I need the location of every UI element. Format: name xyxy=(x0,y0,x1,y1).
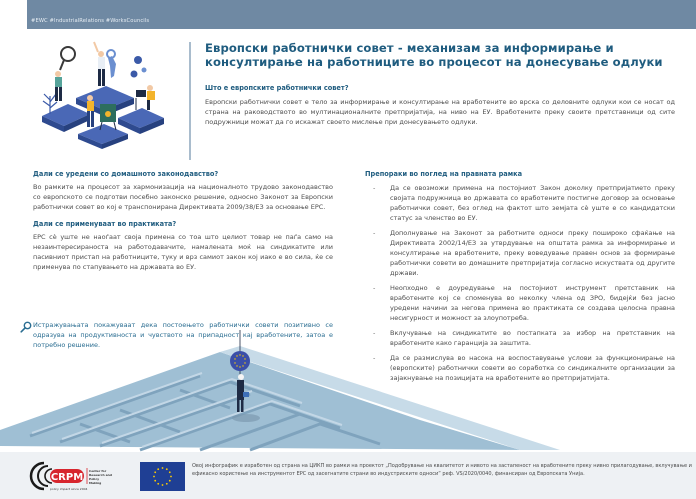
section-heading: Дали се применуваат во практиката? xyxy=(33,220,177,228)
list-item xyxy=(365,228,675,278)
teamwork-puzzle-illustration xyxy=(38,38,166,150)
intro-section xyxy=(205,84,675,127)
svg-text:Making: Making xyxy=(89,481,102,485)
intro-heading: Што е европските работнички совет? xyxy=(205,84,349,92)
intro-text: Европски работнички совет е тело за информирање и консултирање на вработените во врска со деловните одлуки кои се носат од страна на раководството во мултинационалните претпријатија, на ниво на ЕУ. Вработените преку своите претставници од сите подружници можат да го искажат своето мислење при донесувањето одлуки. xyxy=(205,98,675,126)
crpm-wordmark: CRPM xyxy=(50,472,84,483)
gears-icon xyxy=(131,56,147,78)
recommendation-text: Да се размислува во насока на воспоставување услови за функционирање на (европските) работнички совети во соработка со синдикалните организации за зајакнување на позицијата на вработените во претпријатијата. xyxy=(390,354,675,382)
crpm-logo xyxy=(28,459,112,493)
section-practice xyxy=(33,220,333,272)
left-column xyxy=(33,170,333,280)
recommendation-text: Дополнување на Законот за работните односи преку пошироко сфаќање на Директивата 2002/14/ЕЗ за утврдување на општата рамка за информирање и консултирање на вработените, преку воведување правен основ за формирање работнички совети во домашните претпријатија согласно искуствата од другите држави. xyxy=(390,229,675,277)
crpm-tagline: policy impact since 2004 xyxy=(50,487,88,491)
bullet-dash: - xyxy=(373,184,376,192)
page-title: Европски работнички совет - механизам за информирање и консултирање на работниците во процесот на донесување одлуки xyxy=(205,41,663,69)
eu-balloon xyxy=(228,350,252,376)
list-item xyxy=(365,183,675,223)
maze-illustration xyxy=(0,350,696,450)
funding-disclaimer: Овој инфографик е изработен од страна на ЦИКП во рамки на проектот „Подобрување на квалитетот и нивото на застапеност на вработените преку нивно прилагодување, вклучување и ефикасно користење на инструментот ЕРС од засегнатите страни во индустриските односи“ реф. VS/2020/0040, финансиран од Европската Унија. xyxy=(192,463,692,477)
hashtags: #EWC #IndustrialRelations #WorksCouncils xyxy=(31,18,150,24)
bullet-dash: - xyxy=(373,284,376,292)
section-text: ЕРС сè уште не наоѓаат своја примена со тоа што целиот товар не паѓа само на незаинтересираноста на работодавачите, намалената моќ на синдикатите или пасивниот пристап на работниците, туку и врз самиот закон кој иако е во сила, ќе се применува по стапувањето на државата во ЕУ. xyxy=(33,233,333,271)
svg-text:Center for: Center for xyxy=(89,469,107,473)
bullet-dash: - xyxy=(373,354,376,362)
person-with-magnifier xyxy=(55,47,75,101)
recommendations-heading: Препораки во поглед на правната рамка xyxy=(365,170,523,178)
section-text: Во рамките на процесот за хармонизација на националното трудово законодавство со европското се подготви посебно законско решение, односно Законот за Европски работнички совет во кој е транспонирана Директивата 2009/38/ЕЗ за основање ЕРС. xyxy=(33,183,333,211)
person-at-laptop xyxy=(136,85,155,110)
bullet-dash: - xyxy=(373,229,376,237)
list-item xyxy=(365,283,675,323)
magnifier-icon xyxy=(20,321,32,333)
list-item xyxy=(365,328,675,348)
header-bar xyxy=(27,0,696,29)
svg-text:Research and: Research and xyxy=(89,473,112,477)
recommendation-text: Да се овозможи примена на постојниот Закон доколку претпријатието преку својата подружница во државата со вработените постигне договор за основање работнички совет, без оглед на фактот што земјата сè уште е со кандидатски статус за членство во ЕУ. xyxy=(390,184,675,222)
title-divider xyxy=(189,42,191,160)
eu-flag-icon xyxy=(140,462,185,491)
recommendation-text: Вклучување на синдикатите во постапката за избор на претставник на вработените како гаранција за заштита. xyxy=(390,329,675,347)
callout-text: Истражувањата покажуваат дека постоењето работнички совети позитивно се одразува на продуктивноста и чувството на припадност кај вработените, затоа е потребно решение. xyxy=(33,321,333,349)
footer xyxy=(0,452,696,499)
research-callout xyxy=(20,320,333,350)
section-heading: Дали се уредени со домашното законодавство? xyxy=(33,170,219,178)
section-domestic-law xyxy=(33,170,333,212)
recommendation-text: Неопходно е доуредување на постојниот инструмент претставник на вработените кој се споменува во неколку члена од ЗРО, бидејќи без јасно уредени начини за негова примена во практиката се создава целосна правна несигурност и можност за злоупотреба. xyxy=(390,284,675,322)
svg-text:Policy: Policy xyxy=(89,477,100,481)
person-with-wrench xyxy=(94,42,116,86)
bullet-dash: - xyxy=(373,329,376,337)
